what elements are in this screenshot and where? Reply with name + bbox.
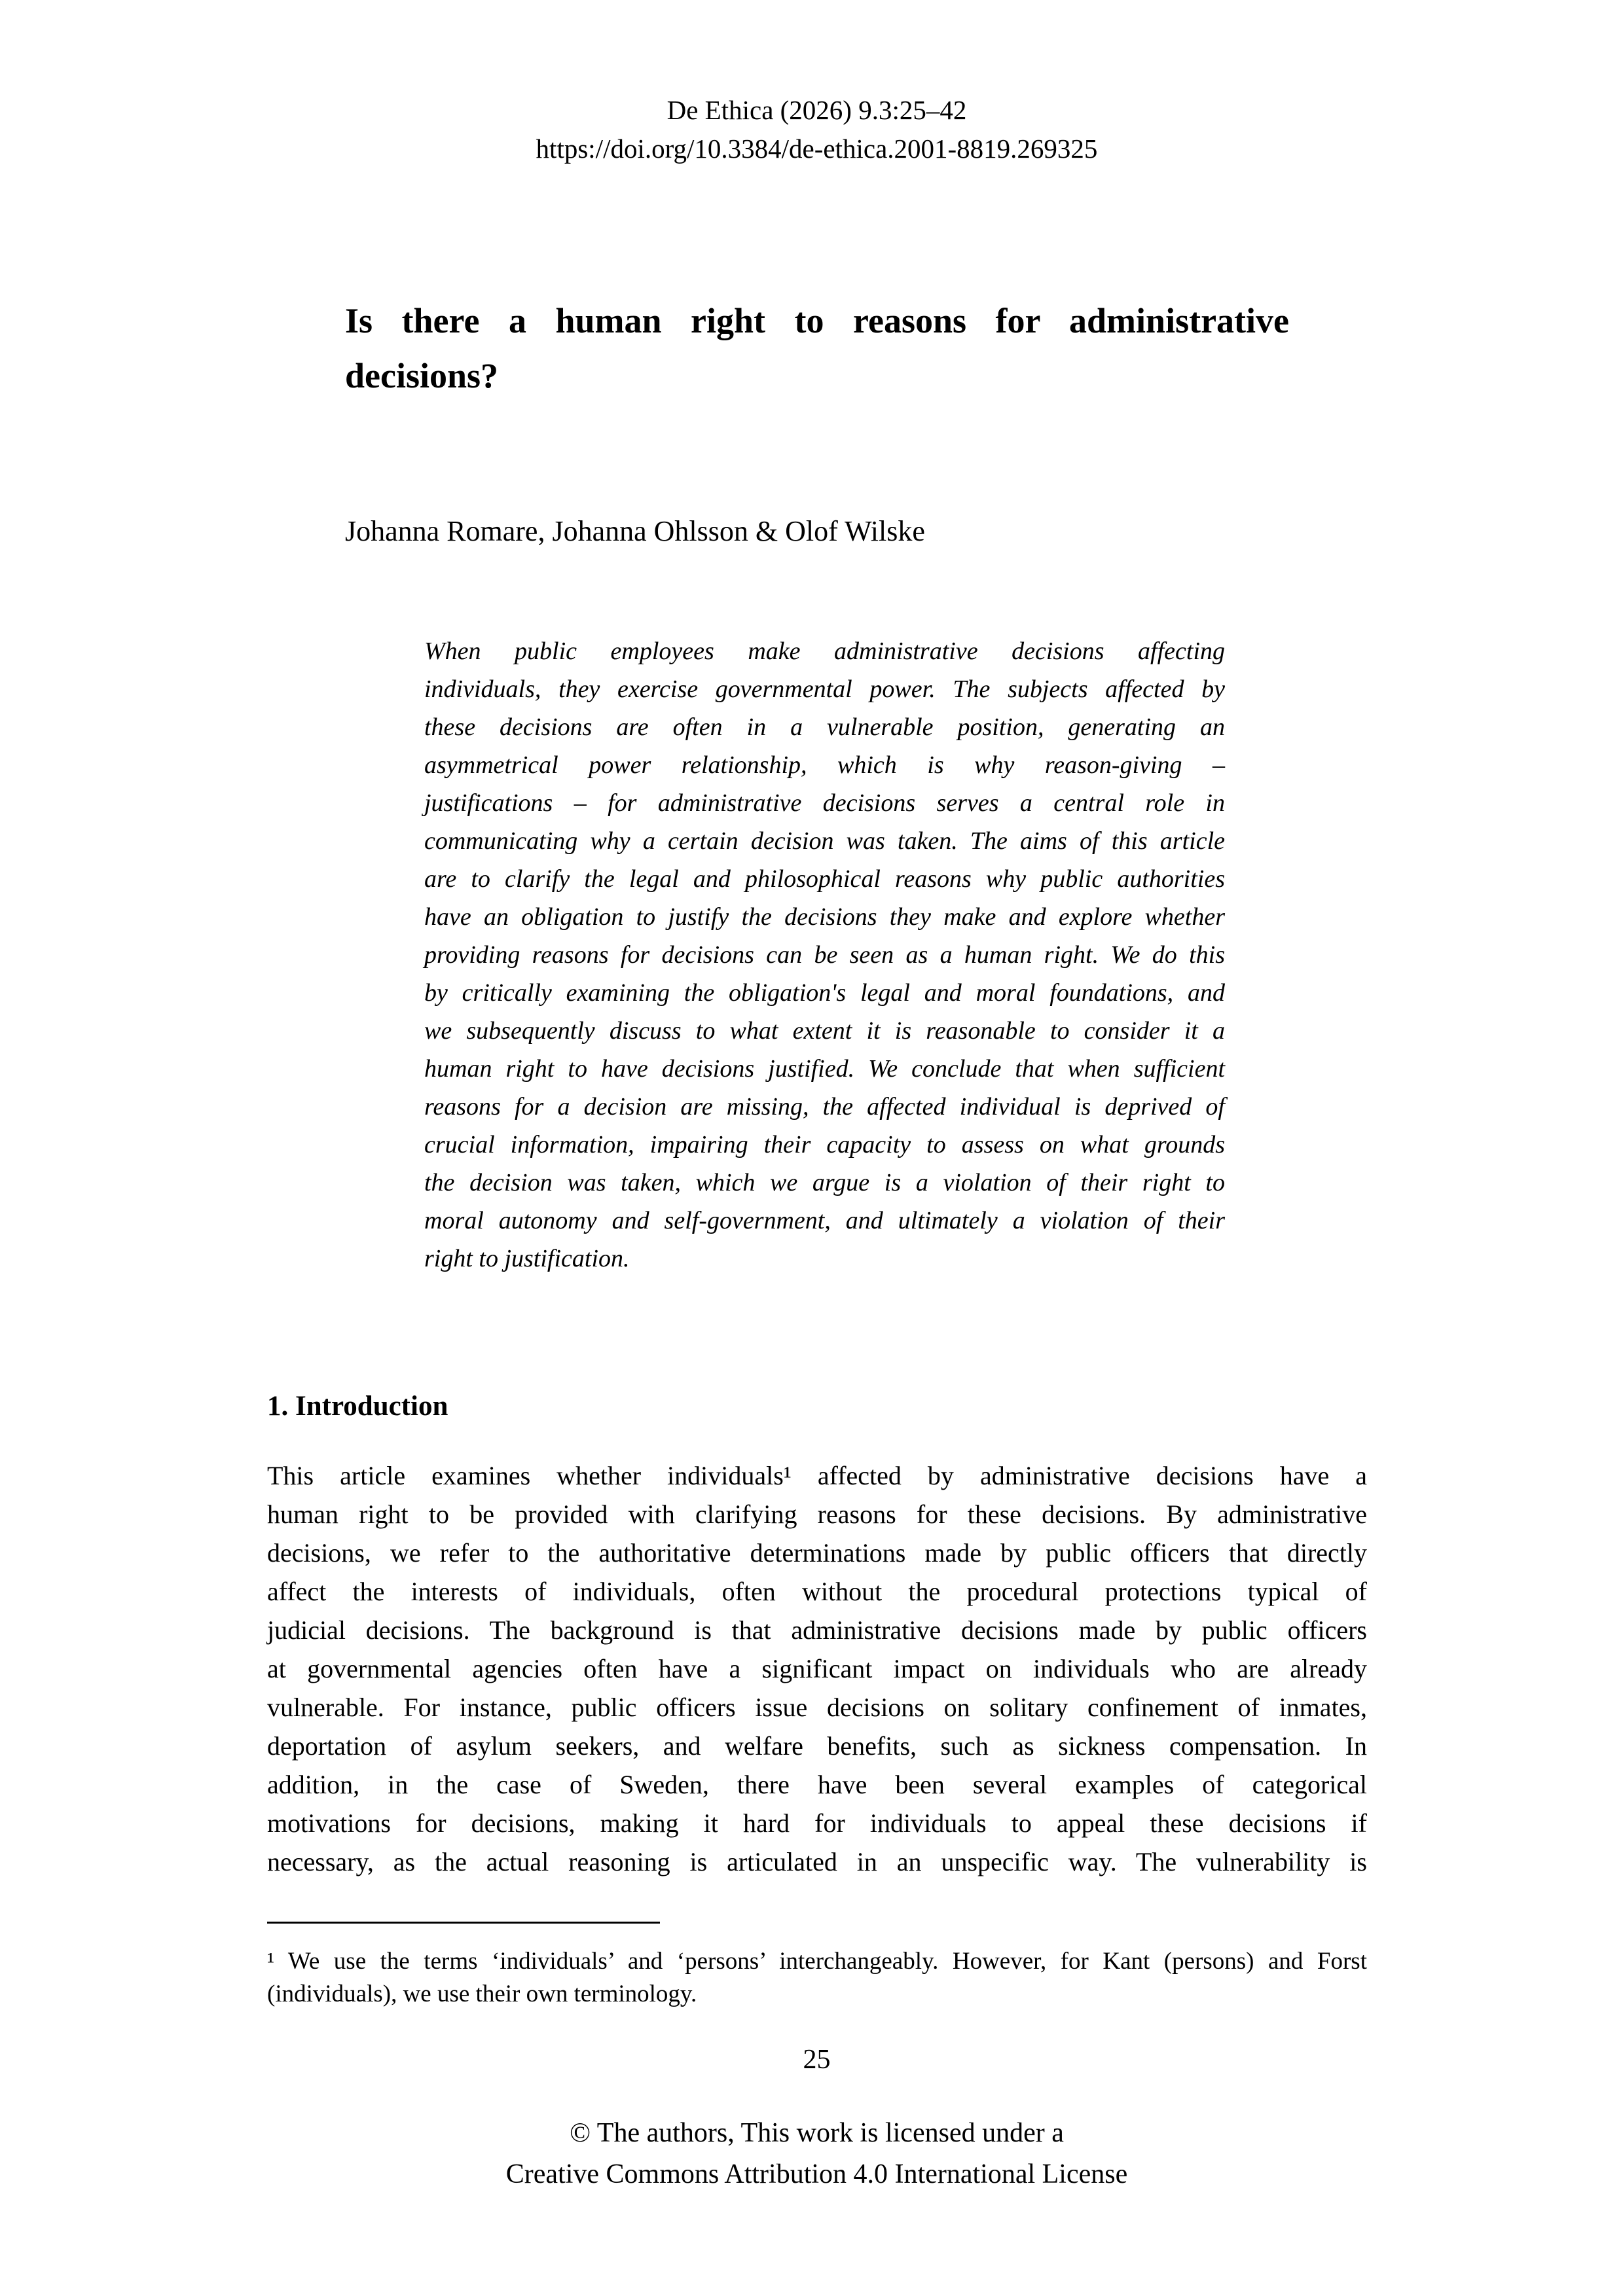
doi-link[interactable]: https://doi.org/10.3384/de-ethica.2001-8819.269325 <box>536 134 1098 164</box>
abstract-line: by critically examining the obligation's legal and moral foundations, and <box>424 979 1225 1007</box>
footer-line: © The authors, This work is licensed under a <box>570 2118 1064 2148</box>
footnote-line: ¹ We use the terms ‘individuals’ and ‘persons’ interchangeably. However, for Kant (persons) and Forst <box>267 1948 1367 1975</box>
abstract-line: When public employees make administrative decisions affecting <box>424 637 1225 665</box>
abstract-line: moral autonomy and self-government, and ultimately a violation of their <box>424 1207 1225 1234</box>
abstract-line: we subsequently discuss to what extent it is reasonable to consider it a <box>424 1017 1225 1045</box>
abstract-line: right to justification. <box>424 1245 630 1272</box>
abstract-line: asymmetrical power relationship, which is why reason-giving – <box>424 751 1225 779</box>
body-text-line: affect the interests of individuals, often without the procedural protections typical of <box>267 1577 1367 1606</box>
abstract <box>424 632 1225 1278</box>
body-text-line: at governmental agencies often have a significant impact on individuals who are already <box>267 1654 1367 1683</box>
license-footer <box>265 2113 1368 2195</box>
body-text-line: motivations for decisions, making it hard for individuals to appeal these decisions if <box>267 1808 1367 1838</box>
footnote-line: (individuals), we use their own terminology. <box>267 1981 697 2007</box>
running-header <box>265 91 1368 168</box>
body-text-line: addition, in the case of Sweden, there have been several examples of categorical <box>267 1770 1367 1799</box>
abstract-line: these decisions are often in a vulnerable position, generating an <box>424 713 1225 741</box>
title-line: decisions? <box>345 356 499 395</box>
abstract-line: are to clarify the legal and philosophical reasons why public authorities <box>424 865 1225 893</box>
abstract-line: crucial information, impairing their capacity to assess on what grounds <box>424 1131 1225 1158</box>
abstract-line: providing reasons for decisions can be seen as a human right. We do this <box>424 941 1225 969</box>
section-heading-introduction: 1. Introduction <box>267 1391 448 1422</box>
footnote <box>267 1945 1367 2011</box>
abstract-line: human right to have decisions justified. We conclude that when sufficient <box>424 1055 1225 1083</box>
body-paragraph <box>267 1456 1367 1881</box>
abstract-line: reasons for a decision are missing, the affected individual is deprived of <box>424 1093 1225 1121</box>
body-text-line: This article examines whether individuals¹ affected by administrative decisions have a <box>267 1461 1367 1490</box>
abstract-line: individuals, they exercise governmental power. The subjects affected by <box>424 675 1225 703</box>
abstract-line: justifications – for administrative decisions serves a central role in <box>424 789 1225 817</box>
journal-citation: De Ethica (2026) 9.3:25–42 <box>666 95 967 125</box>
footer-line: Creative Commons Attribution 4.0 International License <box>505 2159 1128 2189</box>
abstract-line: have an obligation to justify the decisions they make and explore whether <box>424 903 1225 931</box>
footnote-separator <box>267 1922 660 1924</box>
abstract-line: the decision was taken, which we argue is a violation of their right to <box>424 1169 1225 1196</box>
body-text-line: judicial decisions. The background is that administrative decisions made by public officers <box>267 1615 1367 1645</box>
body-text-line: decisions, we refer to the authoritative determinations made by public officers that directly <box>267 1538 1367 1568</box>
article-title <box>345 293 1289 403</box>
body-text-line: vulnerable. For instance, public officers issue decisions on solitary confinement of inmates, <box>267 1693 1367 1722</box>
authors-line: Johanna Romare, Johanna Ohlsson & Olof Wilske <box>345 515 925 547</box>
body-text-line: necessary, as the actual reasoning is articulated in an unspecific way. The vulnerability is <box>267 1847 1367 1876</box>
page-number: 25 <box>803 2045 831 2075</box>
title-line: Is there a human right to reasons for administrative <box>345 301 1289 340</box>
body-text-line: deportation of asylum seekers, and welfare benefits, such as sickness compensation. In <box>267 1731 1367 1761</box>
body-text-line: human right to be provided with clarifying reasons for these decisions. By administrative <box>267 1499 1367 1529</box>
abstract-line: communicating why a certain decision was taken. The aims of this article <box>424 827 1225 855</box>
